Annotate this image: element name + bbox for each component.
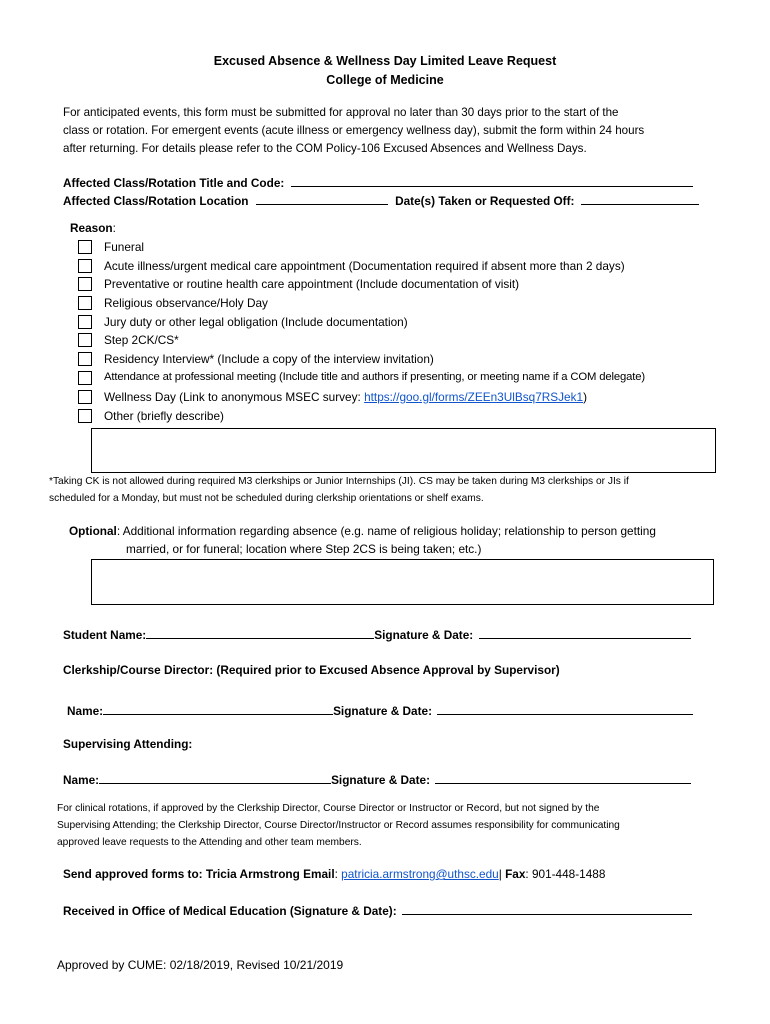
wellness-day-label: Wellness Day (Link to anonymous MSEC survey: <box>104 390 365 404</box>
option-funeral: Funeral <box>104 240 144 254</box>
send-colon: : <box>334 867 342 881</box>
student-name-input[interactable] <box>146 626 374 639</box>
checkbox-funeral[interactable] <box>78 240 92 254</box>
survey-link[interactable]: https://goo.gl/forms/ZEEn3UlBsq7RSJek1 <box>364 390 584 404</box>
fax-value: : 901-448-1488 <box>525 867 606 881</box>
checkbox-residency-interview[interactable] <box>78 352 92 366</box>
reason-colon: : <box>112 221 116 235</box>
wellness-close: ) <box>583 390 588 404</box>
clinical-note-line: Supervising Attending; the Clerkship Director, Course Director/Instructor or Record assumes responsibility for communicating <box>57 820 620 831</box>
option-professional-meeting: Attendance at professional meeting (Include title and authors if presenting, or meeting name if a COM delegate) <box>104 371 645 383</box>
checkbox-step-2[interactable] <box>78 333 92 347</box>
attending-sig-input[interactable] <box>435 771 691 784</box>
checkbox-professional-meeting[interactable] <box>78 371 92 385</box>
class-title-row <box>63 174 693 190</box>
intro-line: For anticipated events, this form must be submitted for approval no later than 30 days prior to the start of the <box>63 106 619 119</box>
dates-input[interactable] <box>581 192 699 205</box>
clinical-note-line: approved leave requests to the Attending and other team members. <box>57 837 362 848</box>
form-title: Excused Absence & Wellness Day Limited Leave Request <box>213 54 557 68</box>
checkbox-religious-observance[interactable] <box>78 296 92 310</box>
student-name-label: Student Name: <box>63 628 147 642</box>
footnote <box>49 473 749 507</box>
option-step-2: Step 2CK/CS* <box>104 333 179 347</box>
option-acute-illness: Acute illness/urgent medical care appointment (Documentation required if absent more than 2 days) <box>104 259 625 273</box>
location-input[interactable] <box>256 192 388 205</box>
attending-row <box>63 771 691 787</box>
class-title-input[interactable] <box>291 174 693 187</box>
intro-paragraph <box>63 104 743 158</box>
send-label: Send approved forms to: Tricia Armstrong Email <box>63 867 335 881</box>
checkbox-preventative-care[interactable] <box>78 277 92 291</box>
option-religious-observance: Religious observance/Holy Day <box>104 296 268 310</box>
student-sig-input[interactable] <box>479 626 691 639</box>
approval-footer: Approved by CUME: 02/18/2019, Revised 10/21/2019 <box>57 958 344 972</box>
reason-heading <box>70 221 116 235</box>
send-row <box>63 867 605 881</box>
director-row <box>67 702 693 718</box>
form-subtitle: College of Medicine <box>326 73 444 87</box>
option-jury-duty: Jury duty or other legal obligation (Include documentation) <box>104 315 408 329</box>
director-name-input[interactable] <box>103 702 333 715</box>
intro-line: after returning. For details please refer to the COM Policy-106 Excused Absences and Wellness Days. <box>63 142 587 155</box>
received-input[interactable] <box>402 902 692 915</box>
reason-label: Reason <box>70 221 113 235</box>
fax-label: Fax <box>505 867 526 881</box>
option-preventative-care: Preventative or routine health care appointment (Include documentation of visit) <box>104 277 520 291</box>
optional-line2: married, or for funeral; location where Step 2CS is being taken; etc.) <box>126 542 482 556</box>
optional-label: Optional <box>69 524 117 538</box>
attending-name-label: Name: <box>63 773 100 787</box>
attending-heading: Supervising Attending: <box>63 737 193 751</box>
class-title-label: Affected Class/Rotation Title and Code: <box>63 176 285 190</box>
director-sig-label: Signature & Date: <box>333 704 433 718</box>
student-row <box>63 626 691 642</box>
director-heading: Clerkship/Course Director: (Required prior to Excused Absence Approval by Supervisor) <box>63 663 560 677</box>
other-description-box[interactable] <box>91 428 716 473</box>
intro-line: class or rotation. For emergent events (acute illness or emergency wellness day), submit the form within 24 hours <box>63 124 645 137</box>
optional-row <box>69 524 656 538</box>
director-sig-input[interactable] <box>437 702 693 715</box>
option-residency-interview: Residency Interview* (Include a copy of the interview invitation) <box>104 352 434 366</box>
student-sig-label: Signature & Date: <box>374 628 474 642</box>
attending-sig-label: Signature & Date: <box>331 773 431 787</box>
clinical-note <box>57 800 747 851</box>
clinical-note-line: For clinical rotations, if approved by the Clerkship Director, Course Director or Instructor or Record, but not signed by the <box>57 803 600 814</box>
option-wellness-day <box>104 390 587 404</box>
checkbox-jury-duty[interactable] <box>78 315 92 329</box>
footnote-line: *Taking CK is not allowed during required M3 clerkships or Junior Internships (JI). CS may be taken during M3 clerkships or JIs if <box>49 476 629 487</box>
checkbox-wellness-day[interactable] <box>78 390 92 404</box>
optional-info-box[interactable] <box>91 559 714 605</box>
checkbox-other[interactable] <box>78 409 92 423</box>
send-separator: | <box>498 867 506 881</box>
attending-name-input[interactable] <box>99 771 331 784</box>
option-other: Other (briefly describe) <box>104 409 224 423</box>
checkbox-acute-illness[interactable] <box>78 259 92 273</box>
footnote-line: scheduled for a Monday, but must not be scheduled during clerkship orientations or shelf exams. <box>49 493 484 504</box>
email-link[interactable]: patricia.armstrong@uthsc.edu <box>341 867 499 881</box>
location-label: Affected Class/Rotation Location <box>63 194 249 208</box>
dates-label: Date(s) Taken or Requested Off: <box>395 194 575 208</box>
received-row <box>63 902 692 918</box>
optional-text: : Additional information regarding absence (e.g. name of religious holiday; relationship to person getting <box>116 524 656 538</box>
received-label: Received in Office of Medical Education (Signature & Date): <box>63 904 397 918</box>
director-name-label: Name: <box>67 704 104 718</box>
location-row <box>63 192 699 208</box>
